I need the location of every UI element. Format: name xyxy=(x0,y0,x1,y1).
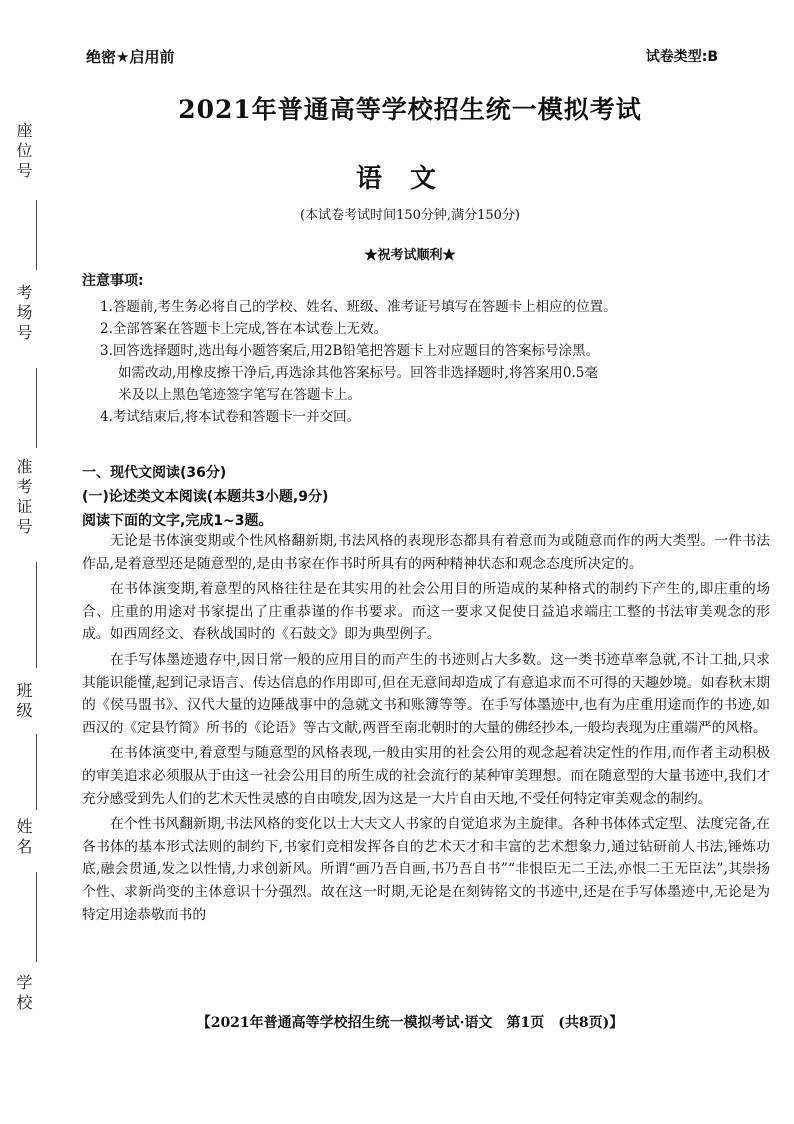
binding-line xyxy=(36,872,37,962)
passage-paragraph: 在书体演变中,着意型与随意型的风格表现,一般由实用的社会公用的观念起着决定性的作用,而作者主动积极的审美追求必须服从于由这一社会公用目的所生成的社会流行的某种审美理想。而在随意型的大量书迹中,我们才充分感受到先人们的艺术天性灵感的自由喷发,因为这是一大片自由天地,不受任何特定审美观念的制约。 xyxy=(82,745,770,807)
passage-paragraph: 无论是书体演变期或个性风格翻新期,书法风格的表现形态都具有着意而为或随意而作的两大类型。一件书法作品,是着意型还是随意型的,是由书家在作书时所具有的两种精神状态和观念态度所决定的。 xyxy=(82,533,770,572)
school-label: 学校 xyxy=(14,974,33,1014)
page-footer: 【2021年普通高等学校招生统一模拟考试·语文 第1页 (共8页)】 xyxy=(196,1015,624,1031)
note-item: 1.答题前,考生务必将自己的学校、姓名、班级、准考证号填写在答题卡上相应的位置。 xyxy=(100,299,617,315)
note-item: 如需改动,用橡皮擦干净后,再选涂其他答案标号。回答非选择题时,将答案用0.5毫 xyxy=(118,365,598,381)
subsection-heading: (一)论述类文本阅读(本题共3小题,9分) xyxy=(82,489,329,505)
binding-line xyxy=(36,368,37,448)
class-label: 班级 xyxy=(14,682,33,722)
good-luck-line: ★祝考试顺利★ xyxy=(364,248,456,263)
passage-paragraph: 在手写体墨迹遗存中,因日常一般的应用目的而产生的书迹则占大多数。这一类书迹草率急就,不计工拙,只求其能识能懂,起到记录语言、传达信息的作用即可,但在无意间却造成了有意追求而不可得的天趣妙境。如春秋末期的《侯马盟书》、汉代大量的边陲战事中的急就文书和账簿等等。在手写体墨迹中,也有为庄重用途而作的书迹,如西汉的《定县竹简》所书的《论语》等古文献,两晋至南北朝时的大量的佛经抄本,一般均表现为庄重端严的风格。 xyxy=(82,651,770,736)
exam-title: 2021年普通高等学校招生统一模拟考试 xyxy=(178,95,642,124)
binding-line xyxy=(36,734,37,810)
notes-heading: 注意事项: xyxy=(82,273,144,289)
note-item: 4.考试结束后,将本试卷和答题卡一并交回。 xyxy=(100,409,361,425)
ticket-number-label: 准考证号 xyxy=(14,458,33,538)
exam-room-label: 考场号 xyxy=(14,284,33,344)
note-item: 米及以上黑色笔迹签字笔写在答题卡上。 xyxy=(118,387,361,403)
subject-title: 语文 xyxy=(355,164,464,194)
binding-strip xyxy=(0,0,80,1124)
section-heading: 一、现代文阅读(36分) xyxy=(82,465,227,481)
reading-instruction: 阅读下面的文字,完成1~3题。 xyxy=(82,513,273,529)
seat-number-label: 座位号 xyxy=(14,122,33,182)
confidential-mark: 绝密★启用前 xyxy=(86,48,175,66)
note-item: 2.全部答案在答题卡上完成,答在本试卷上无效。 xyxy=(100,321,388,337)
binding-line xyxy=(36,200,37,270)
note-item: 3.回答选择题时,选出每小题答案后,用2B铅笔把答题卡上对应题目的答案标号涂黑。 xyxy=(100,343,599,359)
reading-passage xyxy=(82,530,770,929)
name-label: 姓名 xyxy=(14,818,33,858)
notes-list xyxy=(100,296,760,428)
binding-line xyxy=(36,562,37,668)
passage-paragraph: 在书体演变期,着意型的风格往往是在其实用的社会公用目的所造成的某种格式的制约下产生的,即庄重的场合、庄重的用途对书家提出了庄重恭谨的作书要求。而这一要求又促使日益追求端庄工整的书法审美观念的形成。如西周经文、春秋战国时的《石鼓文》即为典型例子。 xyxy=(82,581,770,643)
time-note: (本试卷考试时间150分钟,满分150分) xyxy=(300,208,520,223)
passage-paragraph: 在个性书风翻新期,书法风格的变化以士大夫文人书家的自觉追求为主旋律。各种书体体式定型、法度完备,在各书体的基本形式法则的制约下,书家们竞相发挥各自的艺术天才和丰富的艺术想象力,通过钻研前人书法,锤炼功底,融会贯通,发之以性情,力求创新风。所谓“画乃吾自画,书乃吾自书”“非恨臣无二王法,亦恨二王无臣法”,其崇扬个性、求新尚变的主体意识十分强烈。故在这一时期,无论是在刻铸铭文的书迹中,还是在手写体墨迹中,无论是为特定用途恭敬而书的 xyxy=(82,816,770,923)
paper-type: 试卷类型:B xyxy=(645,49,718,65)
